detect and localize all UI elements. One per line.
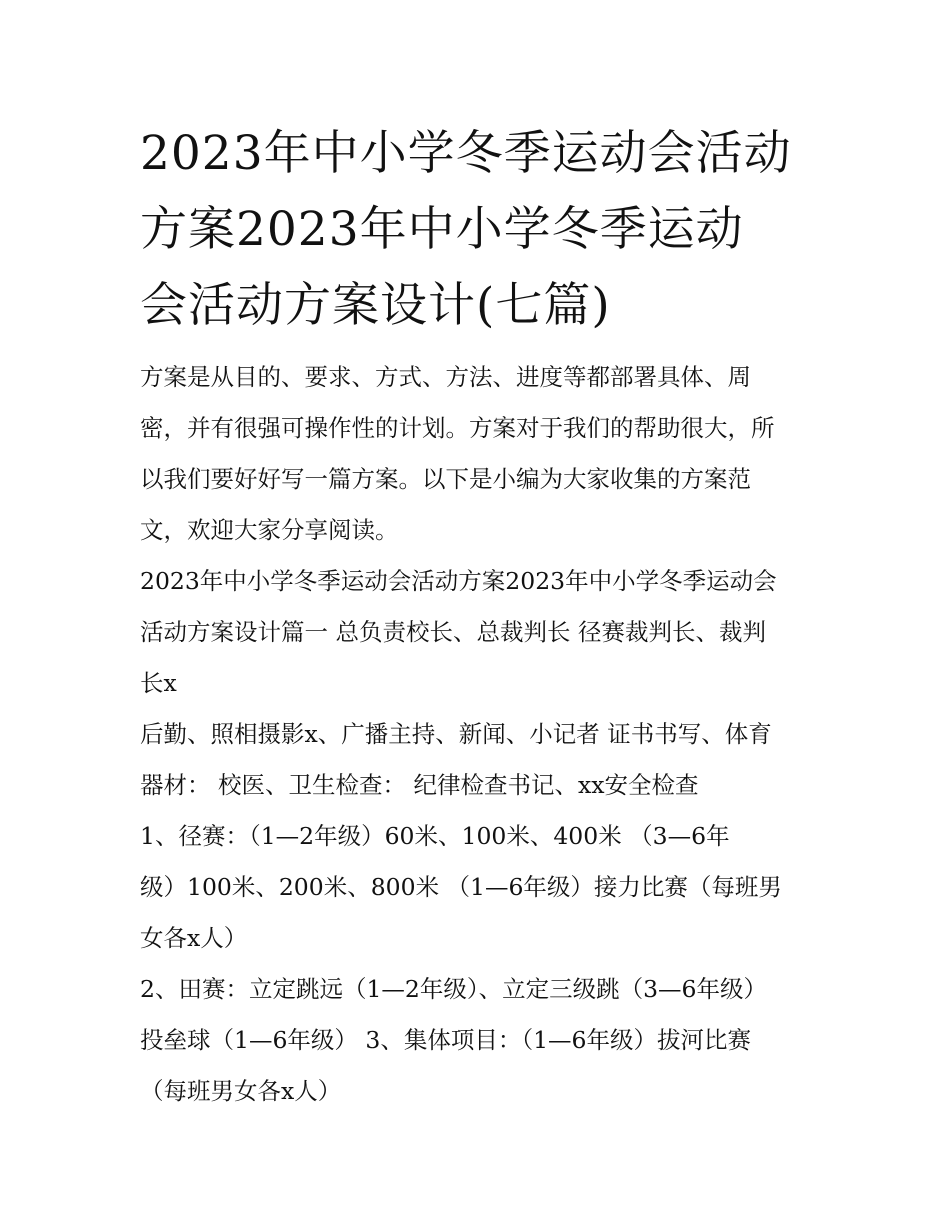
body-line-12: 女各x人） [140,924,248,952]
body-line-3: 以我们要好好写一篇方案。以下是小编为大家收集的方案范 [140,465,751,493]
document-body [140,352,830,1117]
title-line-1: 2023年中小学冬季运动会活动 [140,126,792,181]
document-title [140,116,820,344]
body-line-6: 活动方案设计篇一 总负责校长、总裁判长 径赛裁判长、裁判 [140,618,766,646]
body-line-13: 2、田赛：立定跳远（1—2年级）、立定三级跳（3—6年级） [140,975,768,1003]
body-line-10: 1、径赛：（1—2年级）60米、100米、400米 （3—6年 [140,822,730,850]
title-line-3: 会活动方案设计(七篇) [140,278,611,333]
body-line-5: 2023年中小学冬季运动会活动方案2023年中小学冬季运动会 [140,567,777,595]
body-line-9: 器材： 校医、卫生检查： 纪律检查书记、xx安全检查 [140,771,699,799]
body-line-11: 级）100米、200米、800米 （1—6年级）接力比赛（每班男 [140,873,782,901]
body-line-14: 投垒球（1—6年级） 3、集体项目：（1—6年级）拔河比赛 [140,1026,751,1054]
body-line-1: 方案是从目的、要求、方式、方法、进度等都部署具体、周 [140,363,751,391]
body-line-2: 密，并有很强可操作性的计划。方案对于我们的帮助很大，所 [140,414,775,442]
body-line-4: 文，欢迎大家分享阅读。 [140,516,399,544]
body-line-8: 后勤、照相摄影x、广播主持、新闻、小记者 证书书写、体育 [140,720,772,748]
body-line-15: （每班男女各x人） [140,1077,342,1105]
body-line-7: 长x [140,669,177,697]
title-line-2: 方案2023年中小学冬季运动 [140,202,744,257]
